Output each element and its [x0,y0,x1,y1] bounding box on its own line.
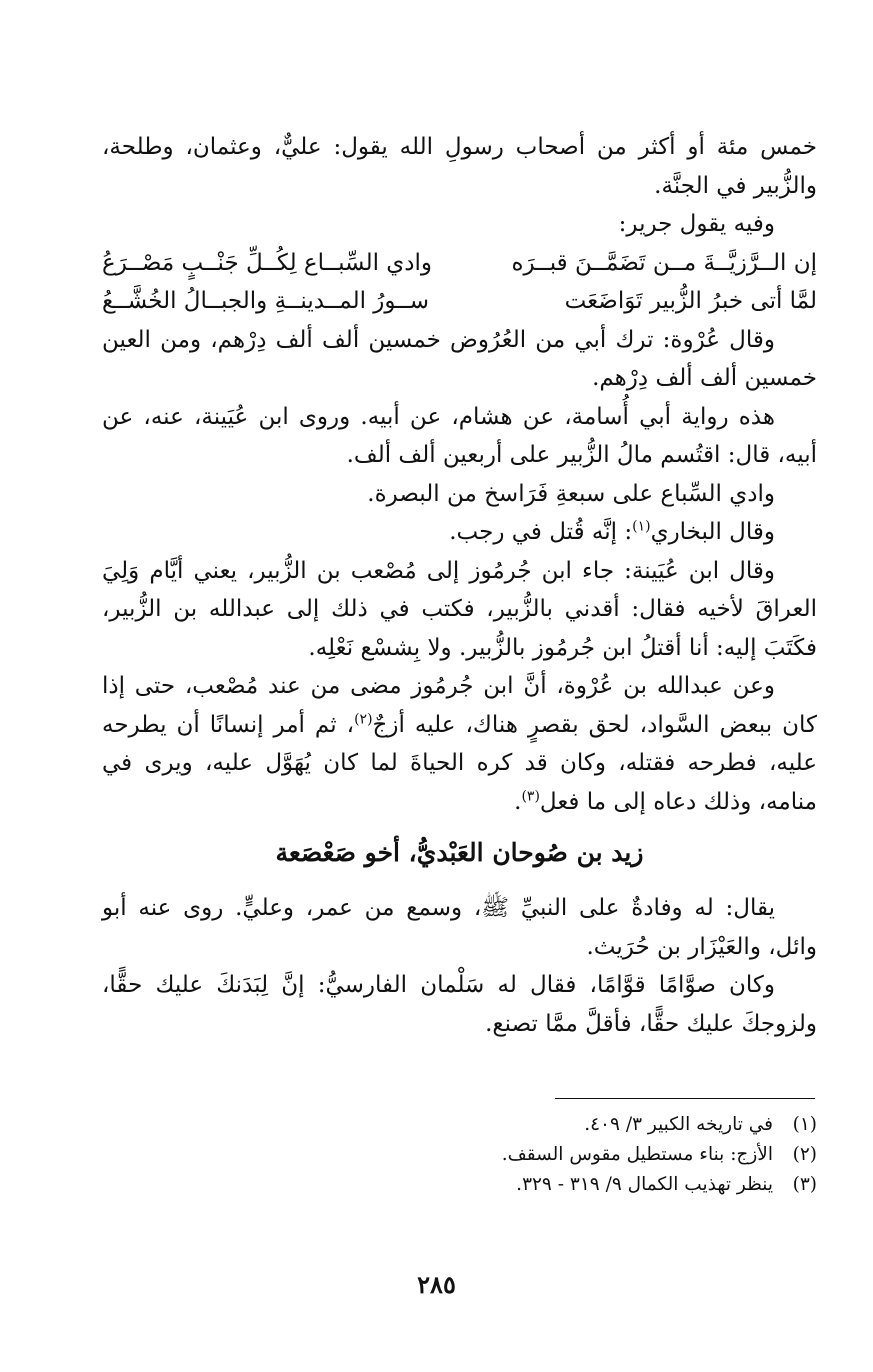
poem-verse-1 [102,244,817,283]
paragraph-3: وقال عُرْوة: ترك أبي من العُرُوض خمسين ألف ألف دِرْهم، ومن العين خمسين ألف ألف دِرْهم. [102,326,817,391]
poem-verse-1-second-hemistich: وادي السِّبــاع لِكُــلِّ جَنْــبٍ مَصْــرَعُ [102,249,433,276]
footnote-text: في تاريخه الكبير ٣/ ٤٠٩. [584,1114,773,1135]
poem-verse-2-first-hemistich: لمَّا أتى خبرُ الزُّبير تَوَاضَعَت [564,288,817,314]
paragraph-7: وقال ابن عُيَينة: جاء ابن جُرمُوز إلى مُصْعب بن الزُّبير، يعني أيَّام وَلِيَ العراقَ لأخيه فقال: أقدني بالزُّبير، فكتب في ذلك إلى عبدالله بن الزُّبير، فكَتَبَ إليه: أنا أقتلُ ابن جُرمُوز بالزُّبير. ولا بِشسْع نَعْلِه. [102,557,817,661]
paragraph-5: وادي السِّباع على سبعةِ فَرَاسخ من البصرة. [367,480,775,507]
paragraph-9: يقال: له وفادةٌ على النبيِّ ﷺ، وسمع من عمر، وعليٍّ. روى عنه أبو وائل، والعَيْزَار بن حُرَيث. [102,895,817,960]
footnote-number: (٣) [792,1174,817,1195]
poem-verse-2-second-hemistich: ســورُ المــدينــةِ والجبــالُ الخُشَّــعُ [102,288,430,314]
poem-verse-1-first-hemistich: إن الــرَّزيَّــةَ مــن تَضَمَّــنَ قبــرَه [511,249,817,276]
footnote-text: الأزج: بناء مستطيل مقوس السقف. [501,1144,773,1165]
paragraph-10: وكان صوَّامًا قوَّامًا، فقال له سَلْمان الفارسيُّ: إنَّ لِبَدَنكَ عليك حقًّا، ولزوجكَ عليك حقًّا، فأقلَّ ممَّا تصنع. [102,972,817,1037]
paragraph-6 [102,513,817,552]
paragraph-8-text-c: . [514,788,522,815]
footnote-ref-1: (١) [632,518,651,535]
paragraph-8-text-a: وعن عبدالله بن عُرْوة، أنَّ ابن جُرمُوز مضى من عند مُصْعب، حتى إذا كان ببعض السَّواد، لحق بقصرٍ هناك، عليه أزجٌ [102,673,817,738]
paragraph-8 [102,667,817,821]
footnotes [117,1110,817,1200]
footnote-1 [117,1110,817,1140]
paragraph-4: هذه رواية أبي أُسامة، عن هشام، عن أبيه. وروى ابن عُيَينة، عنه، عن أبيه، قال: اقتُسم مالُ الزُّبير على أربعين ألف ألف. [102,403,817,468]
poem-verse-2 [102,282,817,321]
paragraph-1: خمس مئة أو أكثر من أصحاب رسولِ الله يقول: عليٌّ، وعثمان، وطلحة، والزُّبير في الجنَّة. [102,134,817,199]
paragraph-6-text-b: : إنَّه قُتل في رجب. [449,519,633,545]
footnote-number: (٢) [792,1144,817,1165]
footnote-ref-3: (٣) [521,787,540,804]
paragraph-2: وفيه يقول جرير: [618,211,775,237]
footnote-text: ينظر تهذيب الكمال ٩/ ٣١٩ - ٣٢٩. [516,1174,773,1195]
main-text [102,128,817,1043]
section-heading: زيد بن صُوحان العَبْديُّ، أخو صَعْصَعة [275,838,644,867]
footnote-divider [555,1098,815,1099]
poem [102,244,817,321]
paragraph-8-text-b: ، ثم أمر إنسانًا أن يطرحه عليه، فطرحه فقتله، وكان قد كره الحياةَ لما كان يُهَوَّل عليه، ويرى في منامه، وذلك دعاه إلى ما فعل [102,711,817,815]
page-number: ٢٨٥ [417,1270,456,1299]
footnote-3 [117,1170,817,1200]
paragraph-6-text-a: وقال البخاري [650,519,775,545]
footnote-ref-2: (٢) [354,710,373,727]
footnote-number: (١) [792,1114,817,1135]
footnote-2 [117,1140,817,1170]
